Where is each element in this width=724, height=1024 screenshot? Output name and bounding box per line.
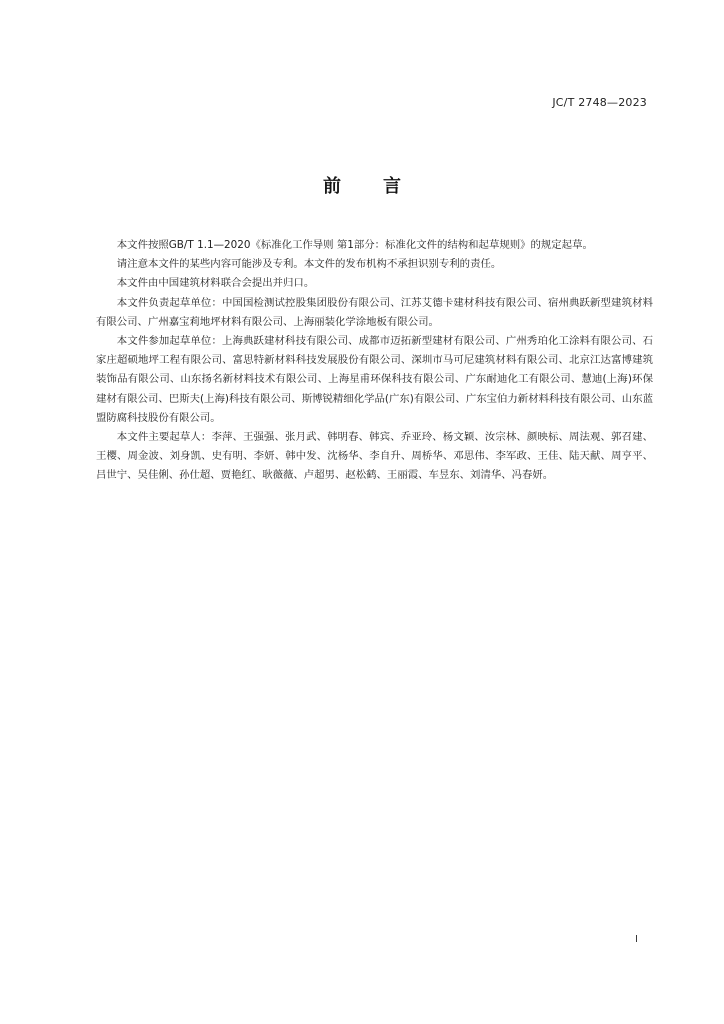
paragraph-patent-notice: 请注意本文件的某些内容可能涉及专利。本文件的发布机构不承担识别专利的责任。: [116, 258, 502, 271]
foreword-body: [96, 236, 653, 486]
page-title: 前言: [323, 176, 443, 197]
paragraph-proposer: 本文件由中国建筑材料联合会提出并归口。: [116, 277, 315, 290]
paragraph-lead-drafters: 本文件负责起草单位：中国国检测试控股集团股份有限公司、江苏艾德卡建材科技有限公司、宿州典跃新型建筑材料有限公司、广州嘉宝莉地坪材料有限公司、上海丽装化学涂地板有限公司。: [96, 296, 653, 328]
paragraph-main-drafters: 本文件主要起草人：李萍、王强强、张月武、韩明春、韩宾、乔亚玲、杨文颖、汝宗林、颜映标、周法观、郭召建、王樱、周金波、刘身凯、史有明、李妍、韩中发、沈杨华、李自升、周桥华、邓思伟、李军政、王佳、陆天献、周亨平、吕世宁、吴佳俐、孙仕超、贾艳红、耿薇薇、卢超男、赵松鹤、王丽霞、车昱东、刘清华、冯春妍。: [96, 431, 653, 482]
paragraph-drafting-rules: 本文件按照GB/T 1.1—2020《标准化工作导则 第1部分：标准化文件的结构和起草规则》的规定起草。: [116, 239, 593, 251]
page-number: I: [635, 934, 638, 945]
standard-code: JC/T 2748—2023: [552, 96, 647, 109]
paragraph-participating-drafters: 本文件参加起草单位：上海典跃建材科技有限公司、成都市迈拓新型建材有限公司、广州秀珀化工涂料有限公司、石家庄超硕地坪工程有限公司、富思特新材料科技发展股份有限公司、深圳市马可尼建筑材料有限公司、北京江达富博建筑装饰品有限公司、山东扬名新材料技术有限公司、上海星甫环保科技有限公司、广东耐迪化工有限公司、慧迪(上海)环保建材有限公司、巴斯夫(上海)科技有限公司、斯博锐精细化学品(广东)有限公司、广东宝伯力新材料科技有限公司、山东蓝盟防腐科技股份有限公司。: [96, 335, 653, 424]
